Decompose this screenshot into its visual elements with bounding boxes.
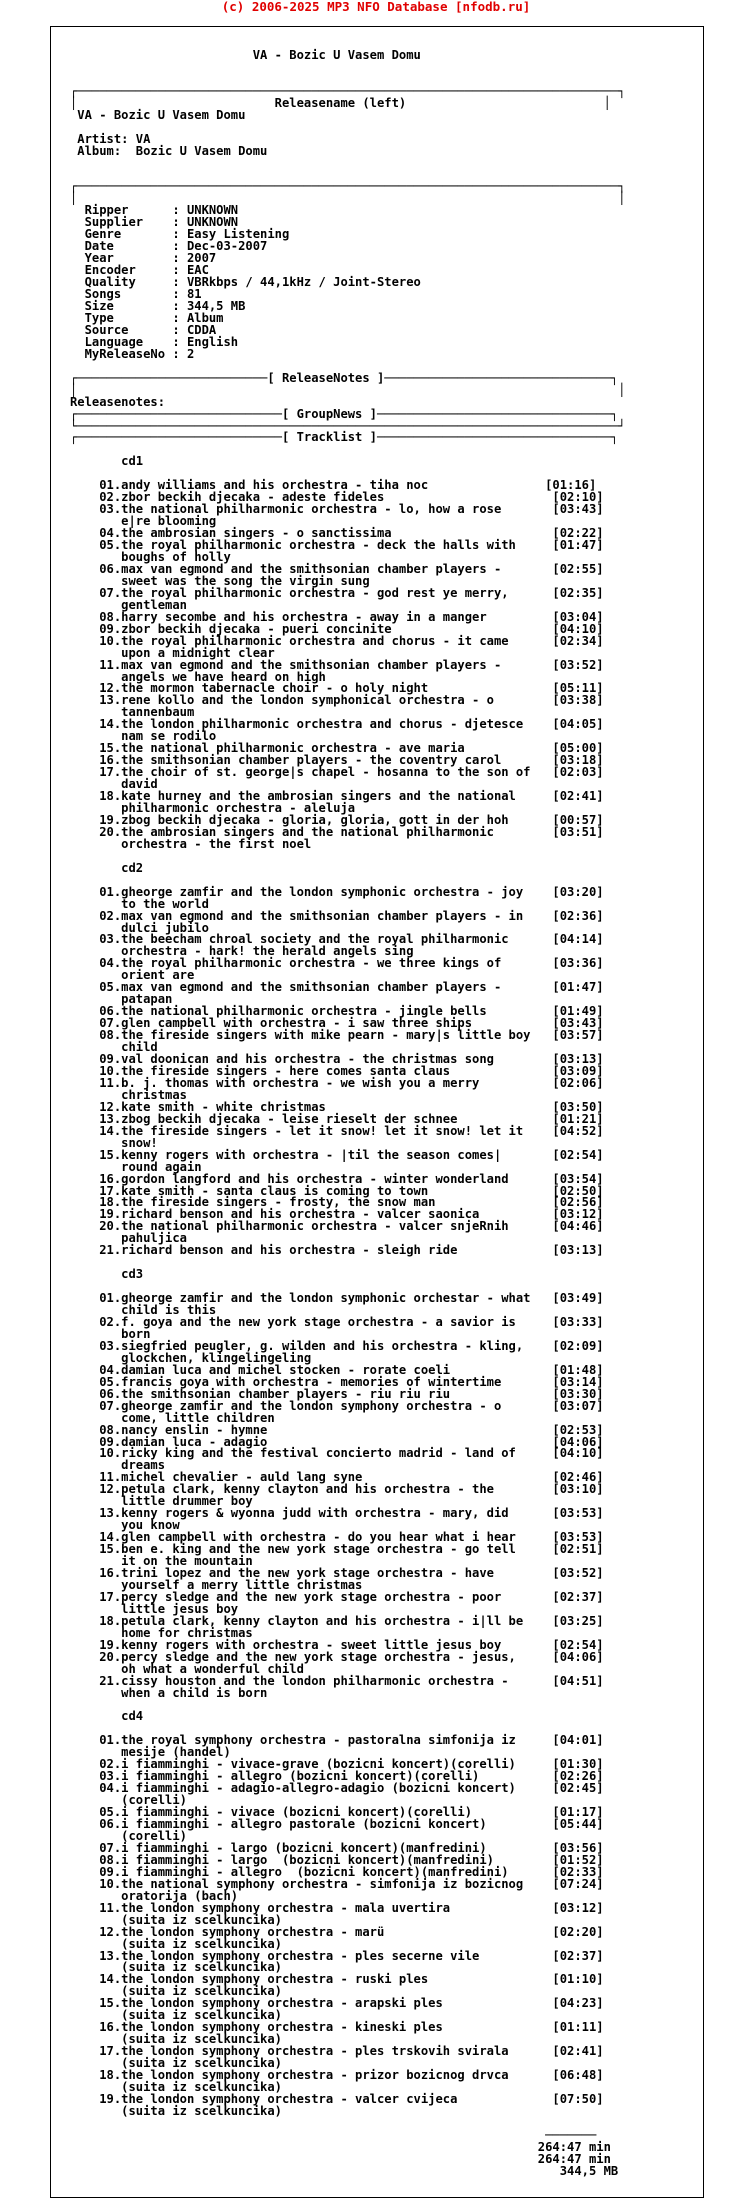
nfo-line: 18.the london symphony orchestra - prizor bozicnog drvca [06:48]	[70, 2068, 604, 2083]
nfo-line: upon a midnight clear	[70, 645, 275, 660]
nfo-line: 264:47 min	[70, 2151, 611, 2166]
nfo-line: 06.max van egmond and the smithsonian chamber players - [02:55]	[70, 561, 604, 576]
nfo-line: david	[70, 777, 158, 792]
nfo-line: ┌──────────────────────────────────────────────────────────────────────────┐	[70, 83, 626, 98]
nfo-line: orchestra - hark! the herald angels sing	[70, 944, 414, 959]
nfo-line: 08.i fiamminghi - largo (bozicni koncert)(manfredini) [01:52]	[70, 1852, 604, 1867]
nfo-line: Type : Album	[70, 310, 224, 325]
nfo-line: 07.glen campbell with orchestra - i saw three ships [03:43]	[70, 1016, 604, 1031]
nfo-line: 14.the london philharmonic orchestra and chorus - djetesce [04:05]	[70, 717, 604, 732]
nfo-line: glockchen, klingelingeling	[70, 1350, 312, 1365]
nfo-line: 13.the london symphony orchestra - ples secerne vile [02:37]	[70, 1948, 604, 1963]
nfo-line: (suita iz scelkuncika)	[70, 1960, 282, 1975]
nfo-line: (suita iz scelkuncika)	[70, 1984, 282, 1999]
nfo-line: angels we have heard on high	[70, 669, 326, 684]
nfo-line: 16.trini lopez and the new york stage orchestra - have [03:52]	[70, 1566, 604, 1580]
nfo-line: 17.kate smith - santa claus is coming to town [02:50]	[70, 1183, 604, 1198]
nfo-line: 12.kate smith - white christmas [03:50]	[70, 1099, 604, 1114]
nfo-line: gentleman	[70, 597, 187, 612]
nfo-line: oratorija (bach)	[70, 1888, 239, 1903]
nfo-line: 17.percy sledge and the new york stage orchestra - poor [02:37]	[70, 1589, 604, 1604]
nfo-line: 04.i fiamminghi - adagio-allegro-adagio (bozicni koncert) [02:45]	[70, 1781, 604, 1796]
nfo-line: 19.richard benson and his orchestra - valcer saonica [03:12]	[70, 1207, 604, 1222]
nfo-line: 15.the national philharmonic orchestra - ave maria [05:00]	[70, 741, 604, 756]
nfo-line: 12.the mormon tabernacle choir - o holy night [05:11]	[70, 681, 604, 696]
nfo-line: Genre : Easy Listening	[70, 227, 290, 242]
nfo-line: (suita iz scelkuncika)	[70, 1936, 282, 1951]
nfo-line: philharmonic orchestra - aleluja	[70, 801, 356, 815]
nfo-line: Ripper : UNKNOWN	[70, 203, 239, 218]
nfo-line: Artist: VA	[70, 131, 151, 146]
nfo-line: yourself a merry little christmas	[70, 1577, 363, 1592]
nfo-line: cd1	[70, 454, 144, 469]
nfo-line: Source : CDDA	[70, 322, 217, 337]
nfo-line: 19.zbog beckih djecaka - gloria, gloria, gott in der hoh [00:57]	[70, 812, 604, 827]
nfo-line: Album: Bozic U Vasem Domu	[70, 143, 268, 158]
nfo-line: 21.richard benson and his orchestra - sleigh ride [03:13]	[70, 1243, 604, 1258]
nfo-line: ┌────────────────────────────[ Tracklist ]────────────────────────────────┐	[70, 430, 619, 445]
nfo-line: sweet was the song the virgin sung	[70, 573, 370, 588]
nfo-line: 08.nancy enslin - hymne [02:53]	[70, 1422, 604, 1437]
nfo-line: Releasenotes:	[70, 394, 166, 409]
nfo-line: 10.the national symphony orchestra - simfonija iz bozicnog [07:24]	[70, 1876, 604, 1891]
nfo-line: 20.the national philharmonic orchestra - valcer snjeRnih [04:46]	[70, 1219, 604, 1234]
nfo-line: 344,5 MB	[70, 2163, 619, 2178]
nfo-line: 14.the london symphony orchestra - ruski ples [01:10]	[70, 1972, 604, 1987]
nfo-line: 03.the beecham chroal society and the royal philharmonic [04:14]	[70, 932, 604, 947]
nfo-line: when a child is born	[70, 1685, 268, 1700]
nfo-line: 08.the fireside singers with mike pearn - mary|s little boy [03:57]	[70, 1028, 604, 1043]
nfo-line: 07.i fiamminghi - largo (bozicni koncert)(manfredini) [03:56]	[70, 1840, 604, 1855]
nfo-line: 09.val doonican and his orchestra - the christmas song [03:13]	[70, 1052, 604, 1067]
nfo-line: Encoder : EAC	[70, 263, 209, 278]
nfo-line: cd2	[70, 860, 144, 875]
copyright-notice: (c) 2006-2025 MP3 NFO Database [nfodb.ru]	[221, 0, 531, 14]
nfo-line: 13.kenny rogers & wyonna judd with orchestra - mary, did [03:53]	[70, 1506, 604, 1521]
nfo-line: 16.the london symphony orchestra - kineski ples [01:11]	[70, 2020, 604, 2035]
nfo-line: 08.harry secombe and his orchestra - away in a manger [03:04]	[70, 609, 604, 624]
nfo-line: 05.i fiamminghi - vivace (bozicni koncert)(corelli) [01:17]	[70, 1805, 604, 1820]
nfo-line: 09.i fiamminghi - allegro (bozicni koncert)(manfredini) [02:33]	[70, 1864, 604, 1879]
nfo-line: 10.ricky king and the festival concierto madrid - land of [04:10]	[70, 1446, 604, 1461]
nfo-line: 14.the fireside singers - let it snow! let it snow! let it [04:52]	[70, 1123, 604, 1138]
nfo-line: 19.kenny rogers with orchestra - sweet little jesus boy [02:54]	[70, 1637, 604, 1652]
nfo-line: 02.i fiamminghi - vivace-grave (bozicni koncert)(corelli) [01:30]	[70, 1757, 604, 1772]
nfo-line: 01.the royal symphony orchestra - pastoralna simfonija iz [04:01]	[70, 1733, 604, 1748]
nfo-line: patapan	[70, 992, 173, 1007]
nfo-line: (suita iz scelkuncika)	[70, 2079, 282, 2094]
nfo-line: 11.b. j. thomas with orchestra - we wish you a merry [02:06]	[70, 1075, 604, 1090]
nfo-line: 18.petula clark, kenny clayton and his orchestra - i|ll be [03:25]	[70, 1613, 604, 1628]
nfo-line: round again	[70, 1159, 202, 1174]
nfo-line: 01.gheorge zamfir and the london symphonic orchestra - joy [03:20]	[70, 884, 604, 899]
nfo-line: │ Releasename (left) │	[70, 95, 611, 110]
nfo-line: 09.damian luca - adagio [04:06]	[70, 1434, 604, 1449]
nfo-line: 02.zbor beckih djecaka - adeste fideles [02:10]	[70, 490, 604, 505]
nfo-line: 264:47 min	[70, 2139, 611, 2154]
nfo-line: 03.siegfried peugler, g. wilden and his orchestra - kling, [02:09]	[70, 1338, 604, 1353]
nfo-line: VA - Bozic U Vasem Domu	[70, 107, 246, 122]
nfo-line: 02.max van egmond and the smithsonian chamber players - in [02:36]	[70, 908, 604, 923]
nfo-line: Date : Dec-03-2007	[70, 239, 268, 254]
nfo-line: 18.kate hurney and the ambrosian singers and the national [02:41]	[70, 789, 604, 804]
nfo-frame	[50, 26, 704, 2198]
nfo-line: little jesus boy	[70, 1601, 239, 1616]
nfo-line: (corelli)	[70, 1828, 187, 1843]
nfo-line: it on the mountain	[70, 1554, 253, 1569]
nfo-line: 17.the london symphony orchestra - ples trskovih svirala [02:41]	[70, 2044, 604, 2059]
nfo-line: VA - Bozic U Vasem Domu	[70, 47, 421, 62]
nfo-line: 11.michel chevalier - auld lang syne [02:46]	[70, 1470, 604, 1485]
nfo-line: 20.percy sledge and the new york stage orchestra - jesus, [04:06]	[70, 1649, 604, 1664]
nfo-line: dulci jubilo	[70, 920, 209, 935]
nfo-line: ───────	[70, 2127, 597, 2142]
nfo-line: Supplier : UNKNOWN	[70, 215, 239, 230]
nfo-line: you know	[70, 1518, 180, 1533]
nfo-line: (suita iz scelkuncika)	[70, 2032, 282, 2047]
nfo-line: orient are	[70, 968, 195, 983]
nfo-line: 05.the royal philharmonic orchestra - deck the halls with [01:47]	[70, 538, 604, 553]
nfo-line: 15.ben e. king and the new york stage orchestra - go tell [02:51]	[70, 1542, 604, 1557]
nfo-line: born	[70, 1326, 151, 1341]
nfo-line: 19.the london symphony orchestra - valcer cvijeca [07:50]	[70, 2091, 604, 2106]
nfo-line: 06.the national philharmonic orchestra - jingle bells [01:49]	[70, 1004, 604, 1019]
nfo-line: │ │	[70, 382, 626, 397]
nfo-line: to the world	[70, 896, 209, 911]
nfo-line: └──────────────────────────────────────────────────────────────────────────┘	[70, 418, 626, 433]
nfo-line: 10.the royal philharmonic orchestra and chorus - it came [02:34]	[70, 633, 604, 648]
nfo-line: (suita iz scelkuncika)	[70, 2056, 282, 2071]
nfo-text	[70, 38, 626, 2178]
nfo-line: 01.andy williams and his orchestra - tiha noc [01:16]	[70, 478, 597, 493]
nfo-line: 03.i fiamminghi - allegro (bozicni koncert)(corelli) [02:26]	[70, 1769, 604, 1784]
nfo-line: ┌──────────────────────────[ ReleaseNotes ]───────────────────────────────┐	[70, 370, 619, 385]
nfo-line: 13.zbog beckih djecaka - leise rieselt der schnee [01:21]	[70, 1111, 604, 1126]
nfo-line: (suita iz scelkuncika)	[70, 2008, 282, 2023]
nfo-line: 06.i fiamminghi - allegro pastorale (bozicni koncert) [05:44]	[70, 1817, 604, 1832]
nfo-line: 11.the london symphony orchestra - mala uvertira [03:12]	[70, 1900, 604, 1915]
nfo-line: mesije (handel)	[70, 1745, 231, 1760]
nfo-line: 02.f. goya and the new york stage orchestra - a savior is [03:33]	[70, 1314, 604, 1329]
nfo-line: cd4	[70, 1709, 144, 1724]
nfo-line: 09.zbor beckih djecaka - pueri concinite [04:10]	[70, 621, 604, 636]
nfo-line: 16.the smithsonian chamber players - the coventry carol [03:18]	[70, 753, 604, 768]
nfo-line: Quality : VBRkbps / 44,1kHz / Joint-Stereo	[70, 275, 421, 290]
nfo-line: little drummer boy	[70, 1494, 253, 1509]
nfo-line: │ │	[70, 191, 626, 206]
nfo-line: child	[70, 1040, 158, 1055]
nfo-line: Songs : 81	[70, 287, 202, 302]
nfo-line: (suita iz scelkuncika)	[70, 2103, 282, 2118]
nfo-line: 04.the ambrosian singers - o sanctissima [02:22]	[70, 526, 604, 541]
nfo-line: e|re blooming	[70, 514, 217, 529]
nfo-line: 04.the royal philharmonic orchestra - we three kings of [03:36]	[70, 956, 604, 971]
nfo-line: MyReleaseNo : 2	[70, 346, 195, 361]
nfo-line: Year : 2007	[70, 251, 217, 266]
nfo-line: 05.max van egmond and the smithsonian chamber players - [01:47]	[70, 980, 604, 995]
nfo-line: 12.petula clark, kenny clayton and his orchestra - the [03:10]	[70, 1482, 604, 1497]
nfo-line: Language : English	[70, 334, 239, 349]
nfo-line: 17.the choir of st. george|s chapel - hosanna to the son of [02:03]	[70, 765, 604, 780]
nfo-line: 01.gheorge zamfir and the london symphonic orchestar - what [03:49]	[70, 1291, 604, 1306]
nfo-line: snow!	[70, 1135, 158, 1150]
nfo-line: 20.the ambrosian singers and the national philharmonic [03:51]	[70, 824, 604, 839]
nfo-line: 12.the london symphony orchestra - marü [02:20]	[70, 1924, 604, 1939]
nfo-line: child is this	[70, 1303, 217, 1318]
nfo-line: pahuljica	[70, 1231, 187, 1246]
nfo-line: ┌──────────────────────────────────────────────────────────────────────────┐	[70, 179, 626, 194]
nfo-line: christmas	[70, 1087, 187, 1102]
nfo-line: 16.gordon langford and his orchestra - winter wonderland [03:54]	[70, 1171, 604, 1186]
nfo-line: cd3	[70, 1267, 144, 1282]
nfo-line: tannenbaum	[70, 705, 195, 720]
nfo-line: 11.max van egmond and the smithsonian chamber players - [03:52]	[70, 657, 604, 672]
nfo-line: boughs of holly	[70, 549, 231, 564]
nfo-line: 18.the fireside singers - frosty, the snow man [02:56]	[70, 1195, 604, 1210]
nfo-line: 07.gheorge zamfir and the london symphony orchestra - o [03:07]	[70, 1398, 604, 1413]
nfo-line: orchestra - the first noel	[70, 836, 312, 851]
nfo-line: 07.the royal philharmonic orchestra - god rest ye merry, [02:35]	[70, 585, 604, 600]
nfo-line: nam se rodilo	[70, 729, 217, 744]
nfo-line: Size : 344,5 MB	[70, 298, 246, 313]
nfo-line: 05.francis goya with orchestra - memories of wintertime [03:14]	[70, 1374, 604, 1389]
nfo-line: oh what a wonderful child	[70, 1661, 304, 1676]
nfo-line: 15.the london symphony orchestra - arapski ples [04:23]	[70, 1996, 604, 2011]
nfo-line: 21.cissy houston and the london philharmonic orchestra - [04:51]	[70, 1673, 604, 1688]
nfo-line: dreams	[70, 1458, 166, 1473]
nfo-line: 13.rene kollo and the london symphonical orchestra - o [03:38]	[70, 693, 604, 708]
nfo-line: 15.kenny rogers with orchestra - |til the season comes| [02:54]	[70, 1147, 604, 1162]
nfo-line: 04.damian luca and michel stocken - rorate coeli [01:48]	[70, 1362, 604, 1377]
nfo-line: (suita iz scelkuncika)	[70, 1912, 282, 1927]
nfo-line: come, little children	[70, 1410, 275, 1425]
nfo-line: 03.the national philharmonic orchestra - lo, how a rose [03:43]	[70, 502, 604, 517]
nfo-line: ┌────────────────────────────[ GroupNews ]────────────────────────────────┐	[70, 406, 619, 421]
nfo-line: (corelli)	[70, 1793, 187, 1808]
nfo-line: 06.the smithsonian chamber players - riu riu riu [03:30]	[70, 1386, 604, 1401]
nfo-line: 14.glen campbell with orchestra - do you hear what i hear [03:53]	[70, 1530, 604, 1545]
nfo-line: 10.the fireside singers - here comes santa claus [03:09]	[70, 1063, 604, 1078]
nfo-line: home for christmas	[70, 1625, 253, 1640]
